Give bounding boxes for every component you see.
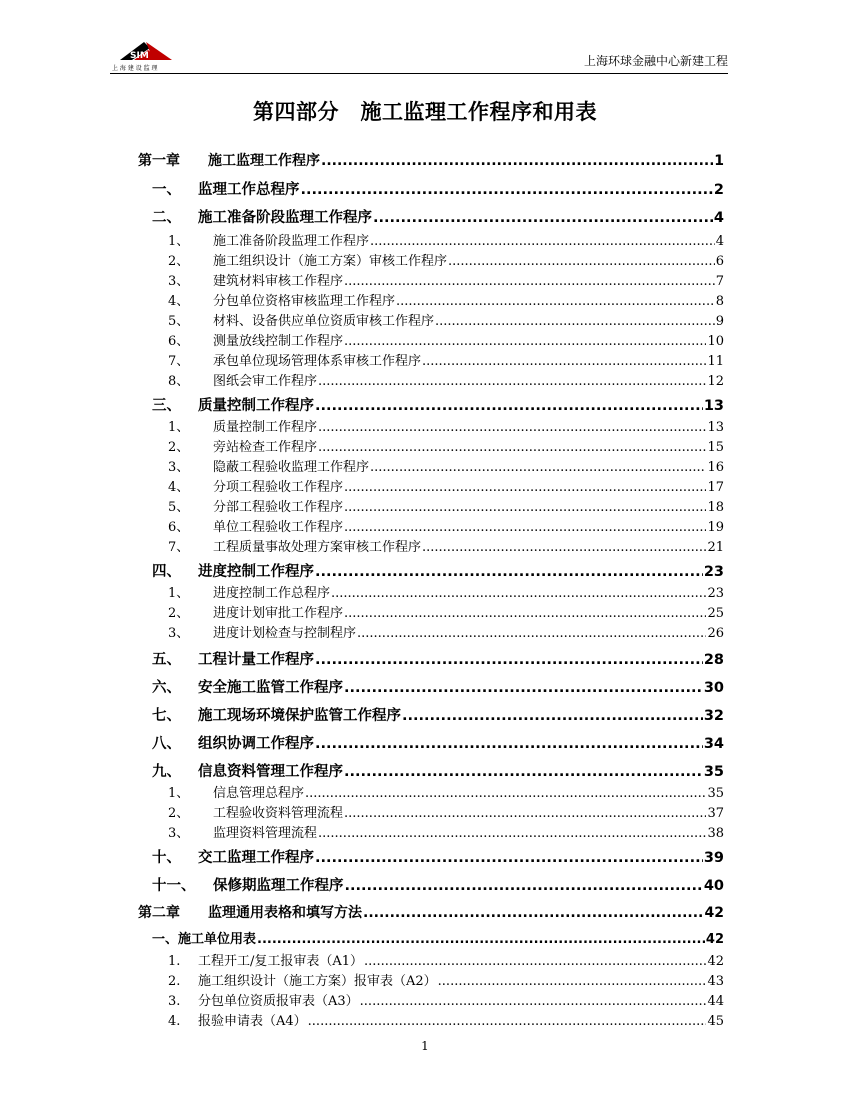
toc-entry-label: 分包单位资格审核监理工作程序 <box>213 294 396 309</box>
toc-leader-dots <box>344 606 706 621</box>
toc-leader-dots <box>402 708 703 724</box>
toc-leader-dots <box>373 210 713 226</box>
toc-entry-page: 17 <box>707 480 724 495</box>
toc-leader-dots <box>370 460 706 475</box>
toc-leader-dots <box>301 182 713 198</box>
toc-entry-page: 4 <box>715 234 724 249</box>
toc-leader-dots <box>363 905 704 921</box>
toc-entry <box>168 416 724 435</box>
toc-entry-label: 承包单位现场管理体系审核工作程序 <box>213 354 422 369</box>
toc-entry-page: 12 <box>707 374 724 389</box>
toc-entry-page: 21 <box>707 540 724 555</box>
toc-entry-page: 35 <box>707 786 724 801</box>
toc-entry-label: 报验申请表（A4） <box>198 1014 307 1029</box>
toc-leader-dots <box>435 314 715 329</box>
toc-leader-dots <box>344 500 706 515</box>
toc-entry-page: 23 <box>707 586 724 601</box>
toc-entry-number: 1、 <box>168 234 190 249</box>
svg-text:SIM: SIM <box>130 51 149 61</box>
toc-leader-dots <box>345 878 703 894</box>
toc-entry-label: 施工监理工作程序 <box>208 153 320 169</box>
toc-entry-label: 信息资料管理工作程序 <box>198 764 343 780</box>
toc-entry-label: 施工准备阶段监理工作程序 <box>198 210 372 226</box>
toc-entry-number: 三、 <box>152 398 181 414</box>
toc-entry-page: 42 <box>705 932 724 947</box>
company-name: 上海环球金融中心新建工程 <box>583 54 728 68</box>
toc-entry-page: 44 <box>707 994 724 1009</box>
toc-entry-number: 第一章 <box>138 153 180 169</box>
toc-entry-label: 进度控制工作程序 <box>198 564 314 580</box>
toc-entry <box>168 310 724 329</box>
page-header <box>110 38 728 72</box>
toc-entry-page: 6 <box>715 254 724 269</box>
toc-entry-page: 16 <box>707 460 724 475</box>
toc-entry <box>152 704 724 725</box>
toc-entry <box>152 560 724 581</box>
toc-entry-label: 材料、设备供应单位资质审核工作程序 <box>213 314 435 329</box>
toc-entry-page: 4 <box>713 210 724 226</box>
toc-entry-page: 40 <box>703 878 724 894</box>
toc-entry-label: 监理工作总程序 <box>198 182 300 198</box>
toc-entry <box>152 928 724 947</box>
toc-leader-dots <box>357 626 706 641</box>
page-title: 第四部分 施工监理工作程序和用表 <box>253 100 597 124</box>
toc-entry <box>168 822 724 841</box>
toc-entry <box>168 476 724 495</box>
toc-entry-page: 37 <box>707 806 724 821</box>
toc-entry-label: 分项工程验收工作程序 <box>213 480 344 495</box>
toc-entry-label: 进度计划审批工作程序 <box>213 606 344 621</box>
toc-entry <box>168 250 724 269</box>
toc-entry <box>152 732 724 753</box>
toc-entry-label: 测量放线控制工作程序 <box>213 334 344 349</box>
toc-entry-page: 2 <box>713 182 724 198</box>
toc-leader-dots <box>305 786 706 801</box>
toc-entry-page: 26 <box>707 626 724 641</box>
toc-entry-label: 工程验收资料管理流程 <box>213 806 344 821</box>
toc-leader-dots <box>448 254 715 269</box>
toc-entry <box>168 436 724 455</box>
toc-entry-page: 32 <box>703 708 724 724</box>
toc-entry-label: 施工现场环境保护监管工作程序 <box>198 708 401 724</box>
toc-leader-dots <box>344 480 706 495</box>
toc-entry <box>168 1010 724 1029</box>
toc-leader-dots <box>257 932 705 947</box>
toc-entry-number: 七、 <box>152 708 181 724</box>
toc-leader-dots <box>315 564 703 580</box>
toc-entry-label: 一、施工单位用表 <box>152 932 257 947</box>
toc-entry-number: 3、 <box>168 826 190 841</box>
toc-entry-label: 施工准备阶段监理工作程序 <box>213 234 370 249</box>
toc-entry-number: 1. <box>168 954 181 969</box>
toc-entry-page: 34 <box>703 736 724 752</box>
toc-entry-label: 建筑材料审核工作程序 <box>213 274 344 289</box>
toc-leader-dots <box>315 398 703 414</box>
toc-entry <box>152 178 724 199</box>
logo-text: 上 海 建 设 监 理 <box>112 65 158 72</box>
toc-entry-page: 19 <box>707 520 724 535</box>
toc-entry-number: 1、 <box>168 786 190 801</box>
toc-entry <box>152 760 724 781</box>
toc-entry-label: 质量控制工作程序 <box>213 420 318 435</box>
toc-entry-page: 25 <box>707 606 724 621</box>
header-divider <box>110 73 728 74</box>
toc-leader-dots <box>360 994 707 1009</box>
toc-entry <box>168 582 724 601</box>
toc-leader-dots <box>422 540 706 555</box>
toc-entry-number: 八、 <box>152 736 181 752</box>
toc-entry-number: 十一、 <box>152 878 196 894</box>
toc-entry-label: 监理通用表格和填写方法 <box>208 905 362 921</box>
toc-entry <box>152 846 724 867</box>
toc-leader-dots <box>318 826 706 841</box>
page-number: 1 <box>421 1039 429 1053</box>
toc-entry-label: 隐蔽工程验收监理工作程序 <box>213 460 370 475</box>
toc-entry-number: 2、 <box>168 606 190 621</box>
toc-entry <box>168 950 724 969</box>
toc-entry-number: 四、 <box>152 564 181 580</box>
toc-entry <box>168 456 724 475</box>
toc-entry-page: 42 <box>704 905 724 921</box>
toc-entry <box>168 622 724 641</box>
toc-entry-label: 保修期监理工作程序 <box>213 878 344 894</box>
toc-entry-number: 一、 <box>152 182 181 198</box>
toc-entry <box>168 602 724 621</box>
toc-entry-page: 1 <box>714 153 724 169</box>
toc-entry <box>152 206 724 227</box>
toc-entry-number: 1、 <box>168 420 190 435</box>
toc-entry-number: 九、 <box>152 764 181 780</box>
toc-entry <box>152 394 724 415</box>
toc-entry-page: 43 <box>707 974 724 989</box>
toc-entry-label: 工程质量事故处理方案审核工作程序 <box>213 540 422 555</box>
toc-entry <box>168 970 724 989</box>
toc-entry-number: 5、 <box>168 500 190 515</box>
toc-entry-page: 15 <box>707 440 724 455</box>
toc-entry-label: 进度计划检查与控制程序 <box>213 626 357 641</box>
toc-entry-page: 39 <box>703 850 724 866</box>
toc-leader-dots <box>318 374 706 389</box>
toc-leader-dots <box>396 294 715 309</box>
toc-entry <box>168 536 724 555</box>
toc-entry-number: 二、 <box>152 210 181 226</box>
toc-entry <box>168 370 724 389</box>
toc-leader-dots <box>370 234 715 249</box>
toc-entry-number: 4. <box>168 1014 181 1029</box>
toc-entry-page: 18 <box>707 500 724 515</box>
toc-entry-number: 2、 <box>168 440 190 455</box>
toc-entry-label: 分包单位资质报审表（A3） <box>198 994 359 1009</box>
toc-leader-dots <box>318 420 706 435</box>
toc-entry-number: 五、 <box>152 652 181 668</box>
toc-entry <box>168 230 724 249</box>
toc-entry-page: 7 <box>715 274 724 289</box>
toc-entry-number: 6、 <box>168 520 190 535</box>
toc-entry-label: 信息管理总程序 <box>213 786 305 801</box>
toc-entry-page: 35 <box>703 764 724 780</box>
toc-entry-label: 分部工程验收工作程序 <box>213 500 344 515</box>
toc-entry-page: 10 <box>707 334 724 349</box>
toc-entry-number: 1、 <box>168 586 190 601</box>
toc-entry <box>168 270 724 289</box>
toc-entry-label: 安全施工监管工作程序 <box>198 680 343 696</box>
toc-entry-number: 3、 <box>168 626 190 641</box>
toc-entry <box>138 902 724 922</box>
toc-entry-page: 45 <box>707 1014 724 1029</box>
toc-entry-label: 工程开工/复工报审表（A1） <box>198 954 364 969</box>
toc-leader-dots <box>422 354 706 369</box>
toc-entry <box>168 350 724 369</box>
toc-leader-dots <box>344 274 715 289</box>
toc-entry <box>168 516 724 535</box>
toc-leader-dots <box>315 850 703 866</box>
toc-entry-number: 5、 <box>168 314 190 329</box>
toc-leader-dots <box>331 586 706 601</box>
toc-entry-label: 质量控制工作程序 <box>198 398 314 414</box>
toc-entry-label: 图纸会审工作程序 <box>213 374 318 389</box>
toc-entry-number: 2. <box>168 974 181 989</box>
toc-entry <box>168 290 724 309</box>
toc-entry-page: 11 <box>707 354 724 369</box>
company-logo <box>110 38 180 72</box>
toc-entry-number: 十、 <box>152 850 181 866</box>
toc-entry-number: 2、 <box>168 806 190 821</box>
toc-leader-dots <box>438 974 707 989</box>
toc-entry <box>152 676 724 697</box>
toc-leader-dots <box>318 440 706 455</box>
toc-entry-page: 28 <box>703 652 724 668</box>
toc-entry-page: 8 <box>715 294 724 309</box>
toc-leader-dots <box>344 764 703 780</box>
toc-entry-label: 施工组织设计（施工方案）审核工作程序 <box>213 254 448 269</box>
toc-entry-page: 42 <box>707 954 724 969</box>
toc-entry-number: 第二章 <box>138 905 180 921</box>
toc-entry-number: 4、 <box>168 294 190 309</box>
toc-entry-label: 组织协调工作程序 <box>198 736 314 752</box>
toc-entry-page: 38 <box>707 826 724 841</box>
toc-entry-page: 13 <box>707 420 724 435</box>
toc-leader-dots <box>344 520 706 535</box>
toc-entry-page: 23 <box>703 564 724 580</box>
toc-entry-number: 8、 <box>168 374 190 389</box>
toc-entry-page: 13 <box>703 398 724 414</box>
toc-entry <box>152 648 724 669</box>
toc-entry-label: 进度控制工作总程序 <box>213 586 331 601</box>
toc-entry-label: 施工组织设计（施工方案）报审表（A2） <box>198 974 437 989</box>
toc-entry-number: 2、 <box>168 254 190 269</box>
toc-entry <box>168 496 724 515</box>
toc-leader-dots <box>344 806 706 821</box>
toc-entry <box>138 150 724 170</box>
toc-entry-number: 3、 <box>168 460 190 475</box>
toc-entry-page: 30 <box>703 680 724 696</box>
toc-entry-page: 9 <box>715 314 724 329</box>
toc-entry-number: 3、 <box>168 274 190 289</box>
toc-entry-label: 旁站检查工作程序 <box>213 440 318 455</box>
toc-entry-number: 7、 <box>168 354 190 369</box>
toc-entry <box>168 330 724 349</box>
toc-entry-number: 六、 <box>152 680 181 696</box>
toc-entry-number: 4、 <box>168 480 190 495</box>
toc-leader-dots <box>344 680 703 696</box>
toc-leader-dots <box>321 153 713 169</box>
toc-leader-dots <box>364 954 706 969</box>
toc-entry <box>168 782 724 801</box>
toc-leader-dots <box>315 652 703 668</box>
toc-entry-label: 工程计量工作程序 <box>198 652 314 668</box>
toc-entry-number: 3. <box>168 994 181 1009</box>
toc-entry-label: 交工监理工作程序 <box>198 850 314 866</box>
toc-entry-number: 7、 <box>168 540 190 555</box>
toc-entry-label: 监理资料管理流程 <box>213 826 318 841</box>
toc-entry <box>168 802 724 821</box>
toc-leader-dots <box>315 736 703 752</box>
toc-leader-dots <box>344 334 706 349</box>
toc-entry-label: 单位工程验收工作程序 <box>213 520 344 535</box>
toc-entry <box>152 874 724 895</box>
toc-leader-dots <box>308 1014 707 1029</box>
toc-entry-number: 6、 <box>168 334 190 349</box>
toc-entry <box>168 990 724 1009</box>
